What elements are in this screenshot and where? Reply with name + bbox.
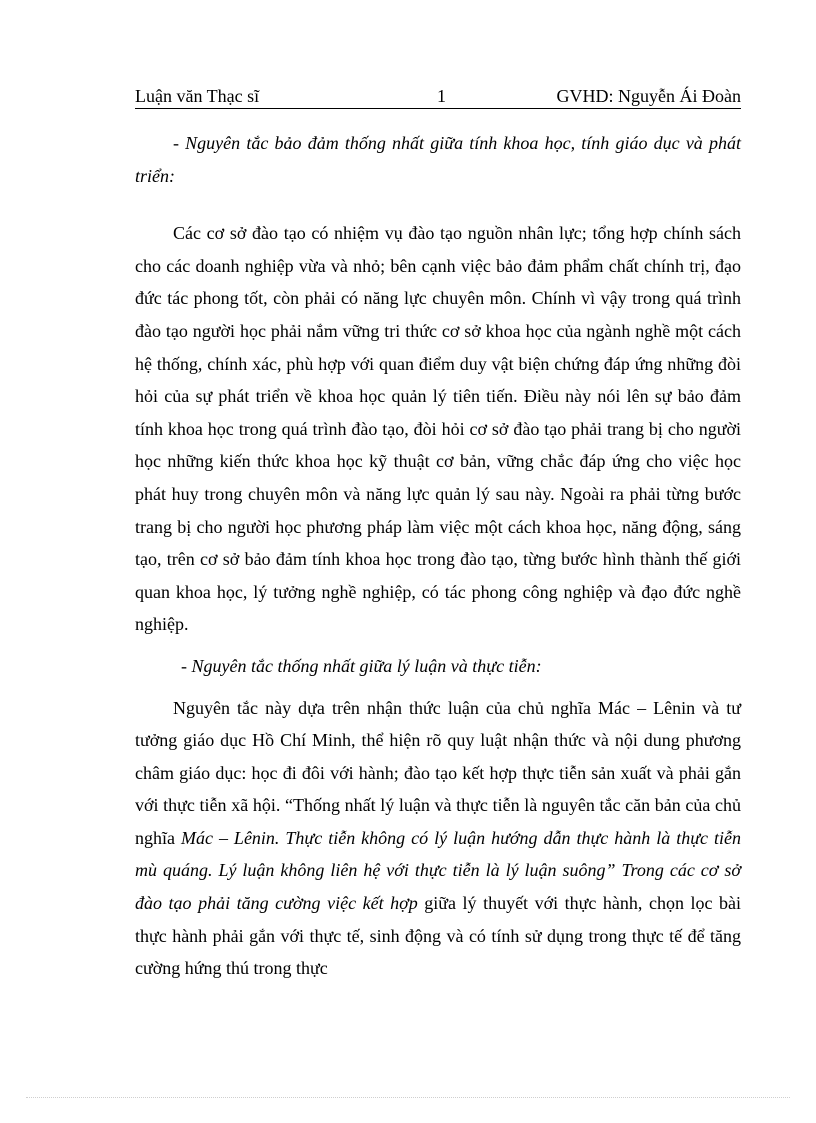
paragraph-scientific-principle: Các cơ sở đào tạo có nhiệm vụ đào tạo nguồn nhân lực; tổng hợp chính sách cho các doanh nghiệp vừa và nhỏ; bên cạnh việc bảo đảm phẩm chất chính trị, đạo đức tác phong tốt, còn phải có năng lực chuyên môn. Chính vì vậy trong quá trình đào tạo người học phải nắm vững tri thức cơ sở khoa học của ngành nghề một cách hệ thống, chính xác, phù hợp với quan điểm duy vật biện chứng đáp ứng những đòi hỏi của sự phát triển về khoa học quản lý tiên tiến. Điều này nói lên sự bảo đảm tính khoa học trong quá trình đào tạo, đòi hỏi cơ sở đào tạo phải trang bị cho người học những kiến thức khoa học kỹ thuật cơ bản, vững chắc đáp ứng cho việc học phát huy trong chuyên môn và năng lực quản lý sau này. Ngoài ra phải từng bước trang bị cho người học phương pháp làm việc một cách khoa học, năng động, sáng tạo, trên cơ sở bảo đảm tính khoa học trong đào tạo, từng bước hình thành thế giới quan khoa học, lý tưởng nghề nghiệp, có tác phong công nghiệp và đạo đức nghề nghiệp. bbox=[135, 223, 741, 635]
paragraph-text-quote-italic: Mác – Lênin. Thực tiễn không có lý luận hướng dẫn thực hành là thực tiễn mù quáng. Lý luận không liên hệ với thực tiễn là lý luận suông” Trong các cơ sở đào tạo phải tăng cường việc kết hợp bbox=[135, 827, 741, 914]
paragraph-text-regular-continued: giữa lý thuyết với thực hành, chọn lọc bài thực hành phải gắn với thực tế, sinh động và có tính sử dụng trong thực tế để tăng cường hứng thú trong thực bbox=[135, 893, 741, 979]
header-page-number: 1 bbox=[437, 86, 446, 106]
paragraph-text-regular: Nguyên tắc này dựa trên nhận thức luận của chủ nghĩa Mác – Lênin và tư tưởng giáo dục Hồ Chí Minh, thể hiện rõ quy luật nhận thức và nội dung phương châm giáo dục: học đi đôi với hành; đào tạo kết hợp thực tiễn sản xuất và phải gắn với thực tiễn xã hội. “Thống nhất lý luận và thực tiễn là nguyên tắc căn bản của chủ nghĩa bbox=[135, 697, 741, 848]
document-body bbox=[135, 127, 741, 985]
page-header bbox=[135, 84, 741, 109]
paragraph-theory-practice-principle bbox=[135, 692, 741, 985]
page-bottom-border bbox=[26, 1097, 790, 1098]
header-supervisor: GVHD: Nguyễn Ái Đoàn bbox=[556, 86, 741, 106]
section-heading-theory-practice-principle: - Nguyên tắc thống nhất giữa lý luận và thực tiễn: bbox=[181, 655, 542, 676]
header-thesis-type: Luận văn Thạc sĩ bbox=[135, 86, 260, 106]
section-heading-scientific-principle: - Nguyên tắc bảo đảm thống nhất giữa tính khoa học, tính giáo dục và phát triển: bbox=[135, 133, 741, 186]
